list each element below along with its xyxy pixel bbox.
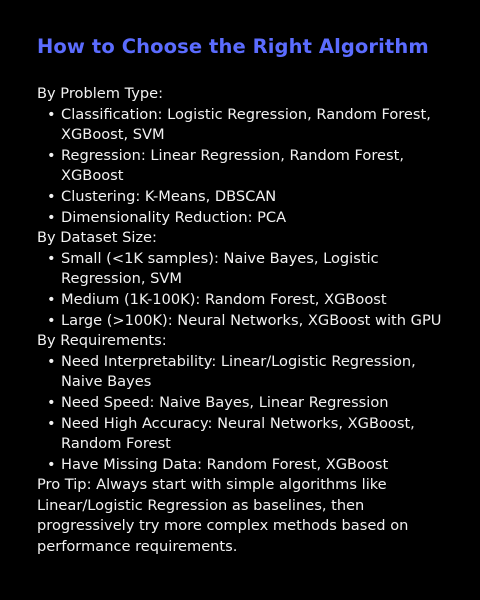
list-item: • Clustering: K-Means, DBSCAN — [61, 187, 450, 208]
list-item: • Small (<1K samples): Naive Bayes, Logistic Regression, SVM — [61, 249, 450, 290]
section-dataset-size — [37, 228, 450, 331]
list-item: • Dimensionality Reduction: PCA — [61, 208, 450, 229]
list-item: • Need Interpretability: Linear/Logistic Regression, Naive Bayes — [61, 352, 450, 393]
section-heading: By Problem Type: — [37, 85, 164, 102]
section-heading: By Dataset Size: — [37, 229, 157, 247]
bullet-list — [37, 249, 450, 331]
list-item: • Have Missing Data: Random Forest, XGBoost — [61, 455, 450, 476]
list-item: • Need High Accuracy: Neural Networks, XGBoost, Random Forest — [61, 414, 450, 455]
pro-tip: Pro Tip: Always start with simple algorithms like Linear/Logistic Regression as baselines, then progressively try more complex methods based on performance requirements. — [37, 476, 409, 556]
list-item: • Medium (1K-100K): Random Forest, XGBoost — [61, 290, 450, 311]
content-body — [37, 84, 450, 558]
section-problem-type — [37, 84, 450, 228]
bullet-list — [37, 352, 450, 476]
list-item: • Classification: Logistic Regression, Random Forest, XGBoost, SVM — [61, 105, 450, 146]
section-requirements — [37, 331, 450, 475]
bullet-list — [37, 105, 450, 229]
list-item: • Need Speed: Naive Bayes, Linear Regression — [61, 393, 450, 414]
section-heading: By Requirements: — [37, 332, 167, 350]
list-item: • Regression: Linear Regression, Random Forest, XGBoost — [61, 146, 450, 187]
page-title: How to Choose the Right Algorithm — [37, 35, 429, 58]
list-item: • Large (>100K): Neural Networks, XGBoost with GPU — [61, 311, 450, 332]
